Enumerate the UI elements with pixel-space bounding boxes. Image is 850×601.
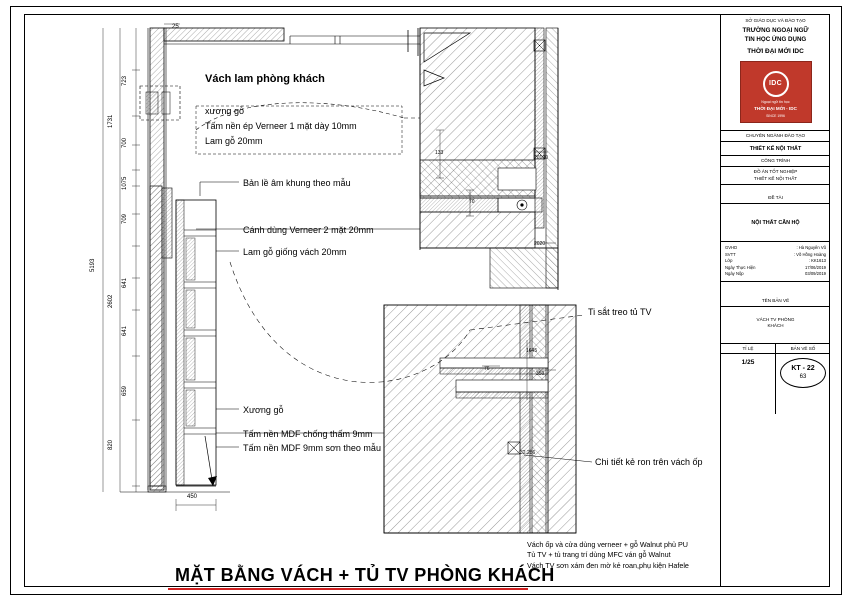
info-value-svtt: : Võ Hồng Hoàng	[793, 251, 826, 257]
project-value-1: ĐỒ ÁN TỐT NGHIỆP	[753, 169, 798, 175]
title-block-school	[721, 14, 830, 131]
dimension-32-286: 32.286	[520, 450, 536, 456]
info-label-ngay-nop: Ngày Nộp	[725, 271, 744, 277]
school-line-1: TRƯỜNG NGOẠI NGỮ	[742, 27, 809, 35]
annotation-ti-sat: Ti sắt treo tủ TV	[588, 307, 652, 317]
note-line-2: Tủ TV + tủ trang trí dùng MFC ván gỗ Walnut	[527, 550, 671, 560]
annotation-xuong-go-2: Xương gỗ	[243, 405, 284, 415]
project-label: CÔNG TRÌNH	[760, 158, 790, 164]
info-label-svtt: SVTT	[725, 251, 736, 257]
logo-name: THỜI ĐẠI MỚI - IDC	[754, 105, 797, 111]
dimension-2602: 2602	[108, 294, 114, 308]
project-label-cell	[721, 156, 830, 167]
dimension-723: 723	[122, 75, 128, 86]
subject-label-cell	[721, 185, 830, 204]
dimension-641-a: 641	[122, 277, 128, 288]
info-label-lop: Lớp	[725, 258, 733, 264]
annotation-vach-lam: Vách lam phòng khách	[205, 73, 325, 85]
idc-logo	[740, 61, 812, 123]
sheet-label: BẢN VẼ SỐ	[790, 346, 816, 352]
scale-value-cell	[721, 354, 776, 414]
logo-since: SINCE 1996	[766, 113, 785, 118]
drawing-name-label-cell	[721, 282, 830, 307]
brand-label: THỜI ĐẠI MỚI IDC	[747, 47, 804, 55]
dimension-820: 820	[108, 439, 114, 450]
title-block	[720, 14, 830, 587]
sheet-value-cell	[776, 354, 830, 414]
school-line-2: TIN HỌC ỨNG DỤNG	[744, 35, 807, 43]
dimension-350: 350	[536, 371, 545, 377]
sheet-number: 63	[799, 373, 807, 380]
drawing-name-value-2: KHÁCH	[767, 323, 784, 329]
logo-subtitle: Ngoại ngữ tin học	[761, 99, 790, 104]
dimension-76: 76	[484, 366, 490, 372]
info-value-gvhd: : Hà Nguyên Vũ	[796, 245, 826, 251]
dimension-700: 700	[122, 137, 128, 148]
info-label-ngay-thuc-hien: Ngày Thực Hiện	[725, 264, 756, 270]
dimension-1075: 1075	[122, 176, 128, 190]
dimension-1731: 1731	[108, 114, 114, 128]
sheet-code: KT - 22	[791, 365, 815, 373]
dimension-659: 659	[122, 385, 128, 396]
annotation-mdf-chong-tham: Tấm nền MDF chống thấm 9mm	[243, 429, 373, 439]
dimension-1645: 1645	[526, 348, 538, 354]
project-value-2: THIẾT KẾ NỘI THẤT	[753, 175, 798, 181]
info-value-lop: : KK1613	[808, 258, 826, 264]
info-value-ngay-thuc-hien: 17/06/2019	[805, 264, 826, 270]
dimension-450: 450	[187, 494, 198, 500]
dimension-5193: 5193	[90, 258, 96, 272]
drawing-name-label: TÊN BẢN VẼ	[761, 297, 790, 303]
info-row	[725, 271, 826, 278]
annotation-lam-go-20: Lam gỗ 20mm	[205, 136, 263, 146]
annotation-canh-verneer: Cánh dùng Verneer 2 mặt 20mm	[243, 225, 374, 235]
ministry-label: SỞ GIÁO DỤC VÀ ĐÀO TẠO	[745, 18, 806, 23]
note-line-3: Vách TV sơn xám đen mờ kẻ roan,phụ kiện Hafele	[527, 560, 689, 570]
dimension-20-100: 20100	[534, 155, 548, 161]
logo-ring-text: IDC	[763, 71, 789, 97]
dimension-133: 133	[435, 150, 444, 156]
title-underline	[168, 588, 528, 590]
dimension-70: 70	[469, 199, 475, 205]
drawing-title: MẶT BẰNG VÁCH + TỦ TV PHÒNG KHÁCH	[175, 565, 555, 585]
annotation-xuong-go-1: xương gỗ	[205, 106, 244, 116]
dimension-25: 25	[172, 24, 179, 30]
dimension-709: 709	[122, 213, 128, 224]
info-label-gvhd: GVHD	[725, 245, 738, 251]
major-value: THIẾT KẾ NỘI THẤT	[749, 145, 802, 152]
annotation-mdf-son: Tấm nền MDF 9mm sơn theo mẫu	[243, 443, 381, 453]
drawing-name-value-1: VÁCH TV PHÒNG	[756, 316, 795, 322]
subject-value-cell	[721, 204, 830, 242]
people-info	[721, 242, 830, 282]
scale-value: 1/25	[741, 359, 755, 367]
annotation-tam-nen-verneer: Tấm nền ép Verneer 1 mặt dày 10mm	[205, 121, 357, 131]
subject-value: NỘI THẤT CĂN HỘ	[751, 219, 800, 226]
sheet-code-circle	[780, 358, 826, 388]
dimension-20-20: 2020	[534, 241, 546, 247]
major-cell	[721, 131, 830, 142]
note-line-1: Vách ốp và cửa dùng verneer + gỗ Walnut phủ PU	[527, 540, 688, 549]
dimension-641-b: 641	[122, 325, 128, 336]
scale-sheet-values	[721, 354, 830, 414]
annotation-chi-tiet-ron: Chi tiết kẻ ron trên vách ốp	[595, 457, 703, 467]
major-value-cell	[721, 142, 830, 156]
annotation-ban-le: Bản lề âm khung theo mẫu	[243, 178, 351, 188]
scale-sheet-header	[721, 344, 830, 354]
project-value-cell	[721, 167, 830, 184]
major-label: CHUYÊN NGÀNH ĐÀO TẠO	[745, 132, 806, 138]
subject-label: ĐỀ TÀI	[768, 194, 783, 200]
drawing-name-value-cell	[721, 307, 830, 344]
info-value-ngay-nop: 03/09/2019	[805, 271, 826, 277]
scale-label: TỈ LỆ	[721, 344, 776, 353]
annotation-lam-go-vach: Lam gỗ giống vách 20mm	[243, 247, 347, 257]
